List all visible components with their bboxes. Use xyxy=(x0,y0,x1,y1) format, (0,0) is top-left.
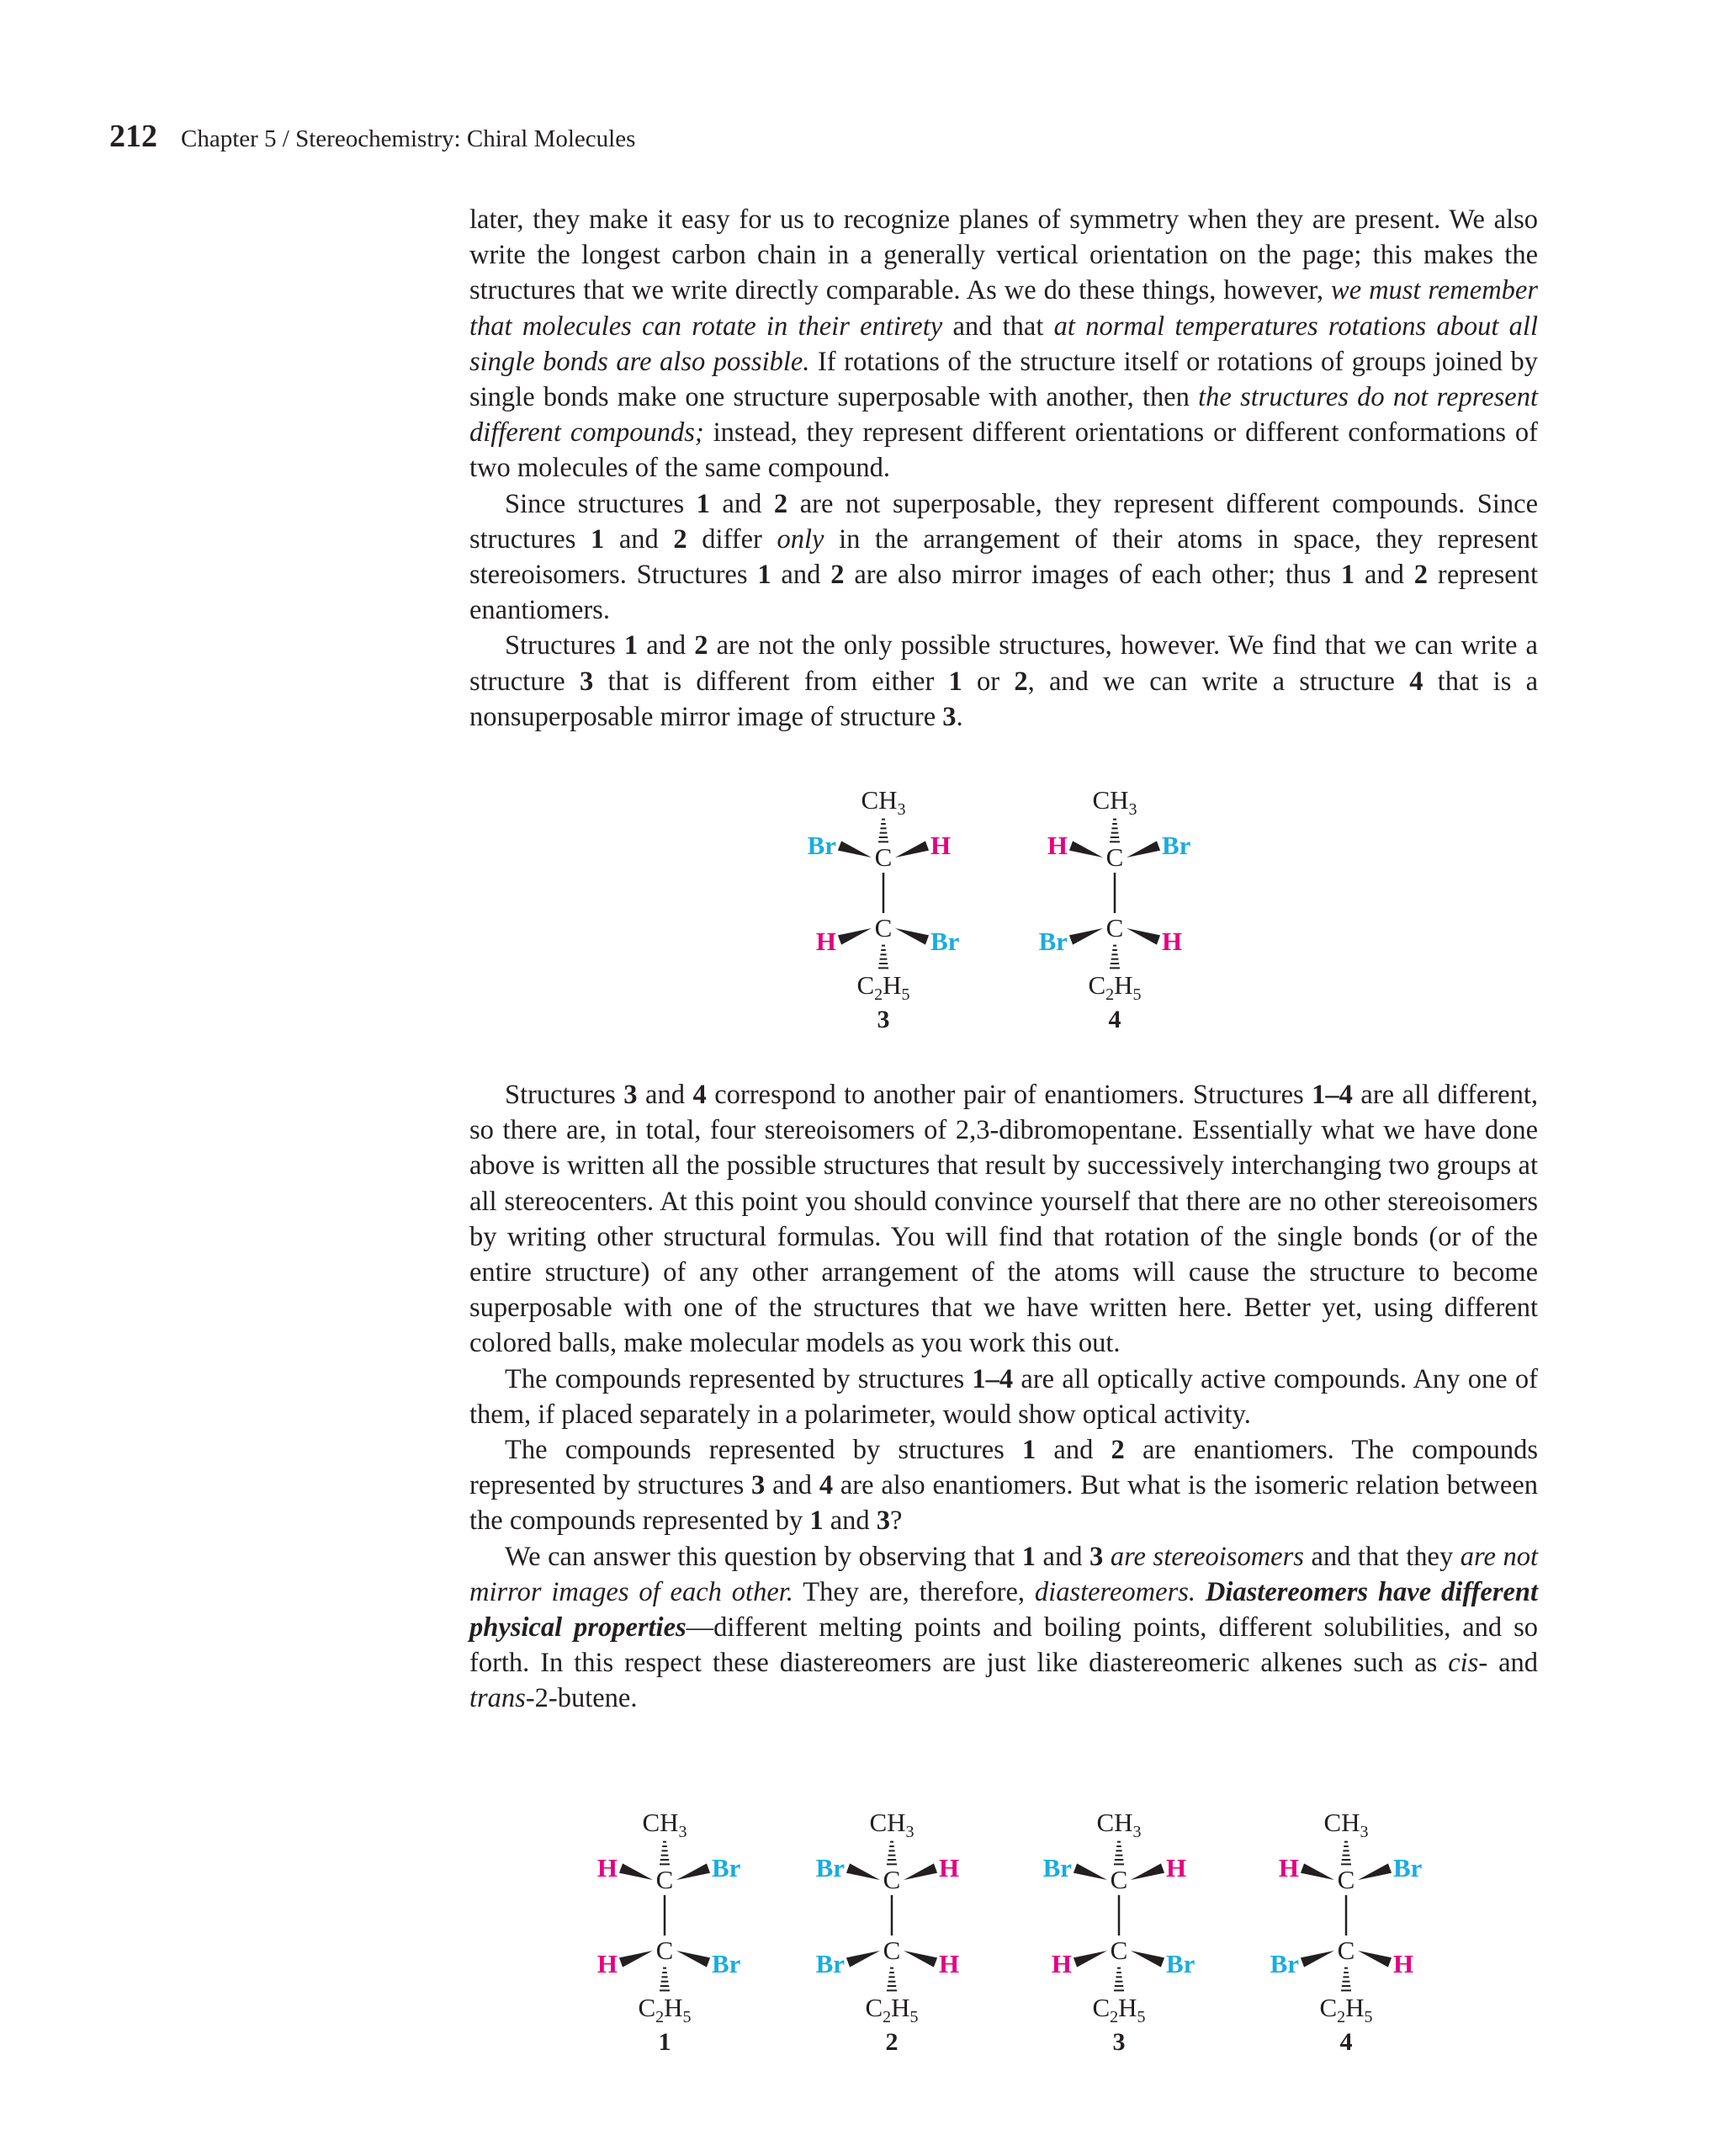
substituent-lower-left: Br xyxy=(815,1949,845,1978)
wedge-upper-right xyxy=(1127,841,1160,858)
ethyl-group: $C_2H_5$ xyxy=(865,1993,919,2026)
methyl-group: $CH_3$ xyxy=(861,785,906,819)
substituent-lower-left: H xyxy=(1051,1949,1072,1978)
substituent-upper-left: Br xyxy=(815,1853,845,1883)
upper-carbon: C xyxy=(883,1865,901,1894)
lower-carbon: C xyxy=(655,1936,674,1965)
body-text-top xyxy=(469,202,1538,735)
body-text-bottom xyxy=(469,1077,1538,1717)
substituent-lower-right: H xyxy=(1393,1949,1414,1978)
substituent-lower-left: Br xyxy=(1270,1949,1299,1978)
ethyl-group: $C_2H_5$ xyxy=(1088,970,1142,1004)
substituent-lower-right: Br xyxy=(712,1949,741,1978)
hashed-bond-top xyxy=(1341,1842,1351,1865)
top-paragraph-2: Since structures 1 and 2 are not superposable, they represent different compounds. Since structures 1 and 2 differ only in the arrangement of their atoms in space, they represent stereoisomers. Structures 1 and 2 are also mirror images of each other; thus 1 and 2 represent enantiomers. xyxy=(469,488,1539,626)
wedge-upper-left xyxy=(838,841,872,858)
methyl-group: $CH_3$ xyxy=(642,1808,687,1841)
structure-diagram xyxy=(791,778,1211,1039)
structure-diagram xyxy=(572,1801,1447,2062)
wedge-upper-right xyxy=(904,1863,937,1880)
structure-label: 2 xyxy=(885,2028,899,2056)
hashed-bond-top xyxy=(660,1842,670,1865)
top-paragraph-1: later, they make it easy for us to recognize planes of symmetry when they are present. We also write the longest carbon chain in a generally vertical orientation on the page; this makes the structures that we write directly comparable. As we do these things, however, we must remember that molecules can rotate in their entirety and that at normal temperatures rotations about all single bonds are also possible. If rotations of the structure itself or rotations of groups joined by single bonds make one structure superposable with another, then the structures do not represent different compounds; instead, they represent different orientations or different conformations of two molecules of the same compound. xyxy=(469,204,1538,484)
lower-carbon: C xyxy=(1105,913,1124,943)
upper-carbon: C xyxy=(1337,1865,1355,1894)
substituent-lower-left: H xyxy=(596,1949,618,1978)
hashed-bond-bottom xyxy=(1114,1968,1124,1991)
substituent-upper-right: H xyxy=(930,831,952,860)
hashed-bond-bottom xyxy=(660,1968,670,1991)
structure-1 xyxy=(597,1808,741,2056)
methyl-group: $CH_3$ xyxy=(1092,785,1137,819)
bottom-paragraph-4: We can answer this question by observing that 1 and 3 are stereoisomers and that they are not mirror images of each other. They are, therefore, diastereomers. Diastereomers have different physical properties—different melting points and boiling points, different solubilities, and so forth. In this respect these diastereomers are just like diastereomeric alkenes such as cis- and trans-2-butene. xyxy=(469,1541,1539,1714)
structure-3 xyxy=(808,785,960,1033)
wedge-lower-left xyxy=(838,928,872,945)
structure-label: 4 xyxy=(1339,2028,1353,2056)
upper-carbon: C xyxy=(655,1865,674,1894)
substituent-upper-right: H xyxy=(1166,1853,1187,1883)
substituent-upper-left: H xyxy=(596,1853,618,1883)
substituent-upper-left: H xyxy=(1278,1853,1299,1883)
hashed-bond-top xyxy=(887,1842,897,1865)
substituent-upper-right: Br xyxy=(1162,831,1191,860)
upper-carbon: C xyxy=(874,842,893,872)
ethyl-group: $C_2H_5$ xyxy=(1092,1993,1146,2026)
lower-carbon: C xyxy=(874,913,893,943)
hashed-bond-bottom xyxy=(887,1968,897,1991)
wedge-upper-right xyxy=(1131,1863,1164,1880)
substituent-lower-right: Br xyxy=(1166,1949,1195,1978)
substituent-upper-right: Br xyxy=(1393,1853,1423,1883)
upper-carbon: C xyxy=(1110,1865,1128,1894)
hashed-bond-bottom xyxy=(878,946,888,969)
lower-carbon: C xyxy=(883,1936,901,1965)
substituent-upper-left: Br xyxy=(1042,1853,1072,1883)
hashed-bond-top xyxy=(878,820,888,842)
substituent-upper-left: Br xyxy=(807,831,836,860)
bottom-paragraph-2: The compounds represented by structures 1–4 are all optically active compounds. Any one of them, if placed separately in a polarimeter, would show optical activity. xyxy=(469,1363,1538,1430)
methyl-group: $CH_3$ xyxy=(1096,1808,1142,1841)
structure-label: 1 xyxy=(658,2028,671,2056)
wedge-lower-left xyxy=(1074,1951,1107,1967)
bottom-paragraph-3: The compounds represented by structures 1 and 2 are enantiomers. The compounds represented by structures 3 and 4 are also enantiomers. But what is the isomeric relation between the compounds represented by 1 and 3? xyxy=(469,1435,1538,1537)
wedge-upper-right xyxy=(895,841,929,858)
wedge-lower-left xyxy=(619,1951,653,1967)
methyl-group: $CH_3$ xyxy=(1323,1808,1369,1841)
bottom-paragraph-1: Structures 3 and 4 correspond to another pair of enantiomers. Structures 1–4 are all different, so there are, in total, four stereoisomers of 2,3-dibromopentane. Essentially what we have done above is written all the possible structures that result by successively interchanging two groups at all stereocenters. At this point you should convince yourself that there are no other stereoisomers by writing other structural formulas. You will find that rotation of the single bonds (or of the entire structure) of any other arrangement of the atoms will cause the structure to become superposable with one of the structures that we have written here. Better yet, using different colored balls, make molecular models as you work this out. xyxy=(469,1080,1538,1359)
hashed-bond-bottom xyxy=(1110,946,1120,969)
wedge-lower-right xyxy=(676,1951,710,1967)
substituent-lower-left: Br xyxy=(1038,927,1068,956)
figure-structures-3-4 xyxy=(791,778,1211,1039)
structure-4 xyxy=(1270,1808,1423,2056)
wedge-upper-left xyxy=(846,1863,880,1880)
figure-structures-1-4 xyxy=(572,1801,1447,2062)
substituent-lower-right: H xyxy=(939,1949,960,1978)
wedge-lower-right xyxy=(904,1951,937,1967)
wedge-upper-left xyxy=(1069,841,1103,858)
wedge-lower-right xyxy=(1358,1951,1392,1967)
wedge-upper-right xyxy=(676,1863,710,1880)
structure-label: 4 xyxy=(1108,1006,1121,1033)
hashed-bond-top xyxy=(1110,820,1120,842)
hashed-bond-top xyxy=(1114,1842,1124,1865)
wedge-lower-right xyxy=(1127,928,1160,945)
wedge-lower-right xyxy=(895,928,929,945)
ethyl-group: $C_2H_5$ xyxy=(638,1993,692,2026)
wedge-upper-right xyxy=(1358,1863,1392,1880)
ethyl-group: $C_2H_5$ xyxy=(1319,1993,1373,2026)
wedge-upper-left xyxy=(1074,1863,1107,1880)
wedge-lower-left xyxy=(1301,1951,1334,1967)
structure-label: 3 xyxy=(1112,2028,1126,2056)
hashed-bond-bottom xyxy=(1341,1968,1351,1991)
page-header xyxy=(109,118,635,155)
ethyl-group: $C_2H_5$ xyxy=(856,970,910,1004)
page-number: 212 xyxy=(109,119,157,154)
substituent-lower-right: Br xyxy=(930,927,960,956)
wedge-upper-left xyxy=(1301,1863,1334,1880)
substituent-upper-right: Br xyxy=(712,1853,741,1883)
substituent-lower-right: H xyxy=(1162,927,1183,956)
wedge-upper-left xyxy=(619,1863,653,1880)
substituent-upper-left: H xyxy=(1047,831,1068,860)
wedge-lower-left xyxy=(1069,928,1103,945)
lower-carbon: C xyxy=(1110,1936,1128,1965)
wedge-lower-left xyxy=(846,1951,880,1967)
structure-label: 3 xyxy=(877,1006,890,1033)
structure-2 xyxy=(816,1808,960,2056)
structure-3 xyxy=(1043,1808,1195,2056)
upper-carbon: C xyxy=(1105,842,1124,872)
running-head: Chapter 5 / Stereochemistry: Chiral Molecules xyxy=(181,125,636,152)
substituent-upper-right: H xyxy=(939,1853,960,1883)
wedge-lower-right xyxy=(1131,1951,1164,1967)
substituent-lower-left: H xyxy=(815,927,836,956)
structure-4 xyxy=(1039,785,1191,1033)
lower-carbon: C xyxy=(1337,1936,1355,1965)
top-paragraph-3: Structures 1 and 2 are not the only possible structures, however. We find that we can write a structure 3 that is different from either 1 or 2, and we can write a structure 4 that is a nonsuperposable mirror image of structure 3. xyxy=(469,630,1539,732)
methyl-group: $CH_3$ xyxy=(869,1808,915,1841)
